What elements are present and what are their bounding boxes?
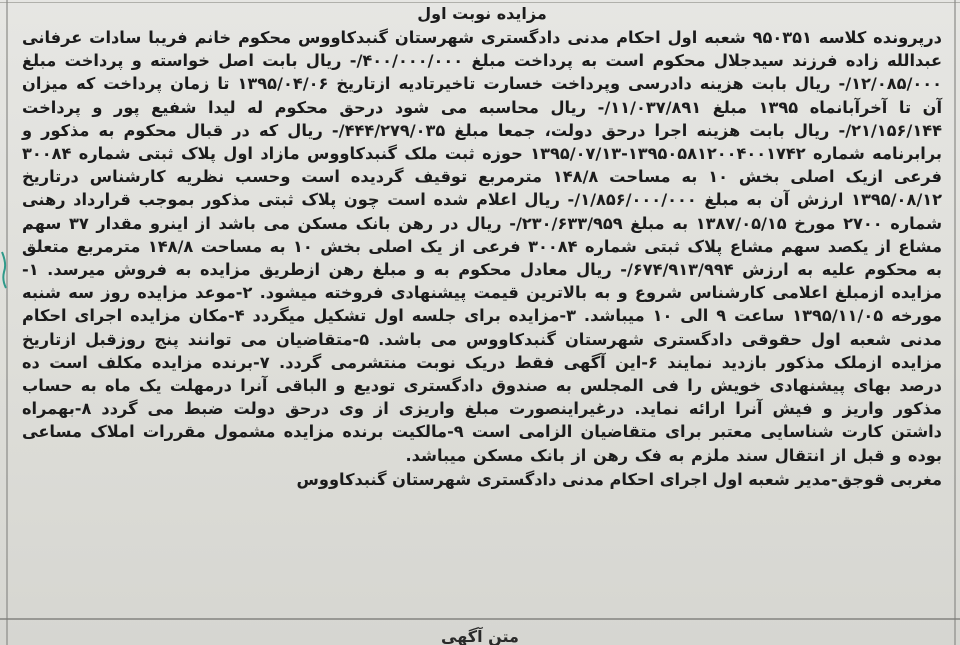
auction-notice (22, 4, 942, 491)
bottom-divider (0, 618, 960, 620)
notice-title: مزایده نوبت اول (417, 4, 547, 23)
notice-body: درپرونده کلاسه ۹۵۰۳۵۱ شعبه اول احکام مدنی دادگستری شهرستان گنبدکاووس محکوم خانم فریبا سادات عرفانی عبدالله زاده فرزند سیدجلال محکوم است به پرداخت مبلغ ۴۰۰/۰۰۰/۰۰۰/- ریال بابت اصل خواسته و پرداخت مبلغ ۱۲/۰۸۵/۰۰۰/- ریال بابت هزینه دادرسی وپرداخت خسارت تاخیرتادیه ازتاریخ ۱۳۹۵/۰۴/۰۶ تا زمان پرداخت که میزان آن تا آخرآبانماه ۱۳۹۵ مبلغ ۱۱/۰۳۷/۸۹۱/- ریال محاسبه می شود درحق محکوم له لیدا شفیع پور و پرداخت ۲۱/۱۵۶/۱۴۴/- ریال بابت هزینه اجرا درحق دولت، جمعا مبلغ ۴۴۴/۲۷۹/۰۳۵/- ریال که در قبال محکوم به مذکور و برابرنامه شماره ۱۳۹۵۰۵۸۱۲۰۰۴۰۰۱۷۴۲-۱۳۹۵/۰۷/۱۳ حوزه ثبت ملک گنبدکاووس مازاد اول پلاک ثبتی شماره ۳۰۰۸۴ فرعی ازیک اصلی بخش ۱۰ به مساحت ۱۴۸/۸ مترمربع توقیف گردیده است وحسب نظریه کارشناس درتاریخ ۱۳۹۵/۰۸/۱۲ ارزش آن به مبلغ ۱/۸۵۶/۰۰۰/۰۰۰/- ریال اعلام شده است چون پلاک ثبتی مذکور بموجب قرارداد رهنی شماره ۲۷۰۰ مورخ ۱۳۸۷/۰۵/۱۵ به مبلغ ۲۳۰/۶۳۳/۹۵۹/- ریال در رهن بانک مسکن می باشد از اینرو مقدار ۳۷ سهم مشاع از یکصد سهم مشاع پلاک ثبتی شماره ۳۰۰۸۴ فرعی از یک اصلی بخش ۱۰ به مساحت ۱۴۸/۸ مترمربع متعلق به محکوم علیه به ارزش ۶۷۴/۹۱۳/۹۹۴/- ریال معادل محکوم به و مبلغ رهن ازطریق مزایده به فروش میرسد. ۱-مزایده ازمبلغ اعلامی کارشناس شروع و به بالاترین قیمت پیشنهادی فروخته میشود. ۲-موعد مزایده روز سه شنبه مورخه ۱۳۹۵/۱۱/۰۵ ساعت ۹ الی ۱۰ میباشد. ۳-مزایده برای جلسه اول تشکیل میگردد ۴-مکان مزایده اجرای احکام مدنی شعبه اول حقوقی دادگستری شهرستان گنبدکاووس می باشد. ۵-متقاضیان می توانند پنج روزقبل ازتاریخ مزایده ازملک مذکور بازدید نمایند ۶-این آگهی فقط دریک نوبت منتشرمی گردد. ۷-برنده مزایده مکلف است ده درصد بهای پیشنهادی خویش را فی المجلس به صندوق دادگستری تودیع و الباقی آنرا درمهلت یک ماه به حساب مذکور واریز و فیش آنرا ارائه نماید. درغیراینصورت مبلغ واریزی از وی درحق دولت ضبط می گردد ۸-بهمراه داشتن کارت شناسایی معتبر برای متقاضیان الزامی است ۹-مالکیت برنده مزایده مشمول مقررات املاک مساعی بوده و قبل از انتقال سند ملزم به فک رهن از بانک مسکن میباشد. (22, 28, 943, 465)
notice-signature: مغربی قوجق-مدیر شعبه اول اجرای احکام مدنی دادگستری شهرستان گنبدکاووس (296, 469, 942, 489)
right-column-rule (954, 0, 956, 645)
top-divider (0, 2, 960, 3)
ink-mark-icon (0, 250, 10, 290)
left-column-rule (6, 0, 8, 645)
next-notice-heading: متن آگهی (441, 627, 519, 645)
